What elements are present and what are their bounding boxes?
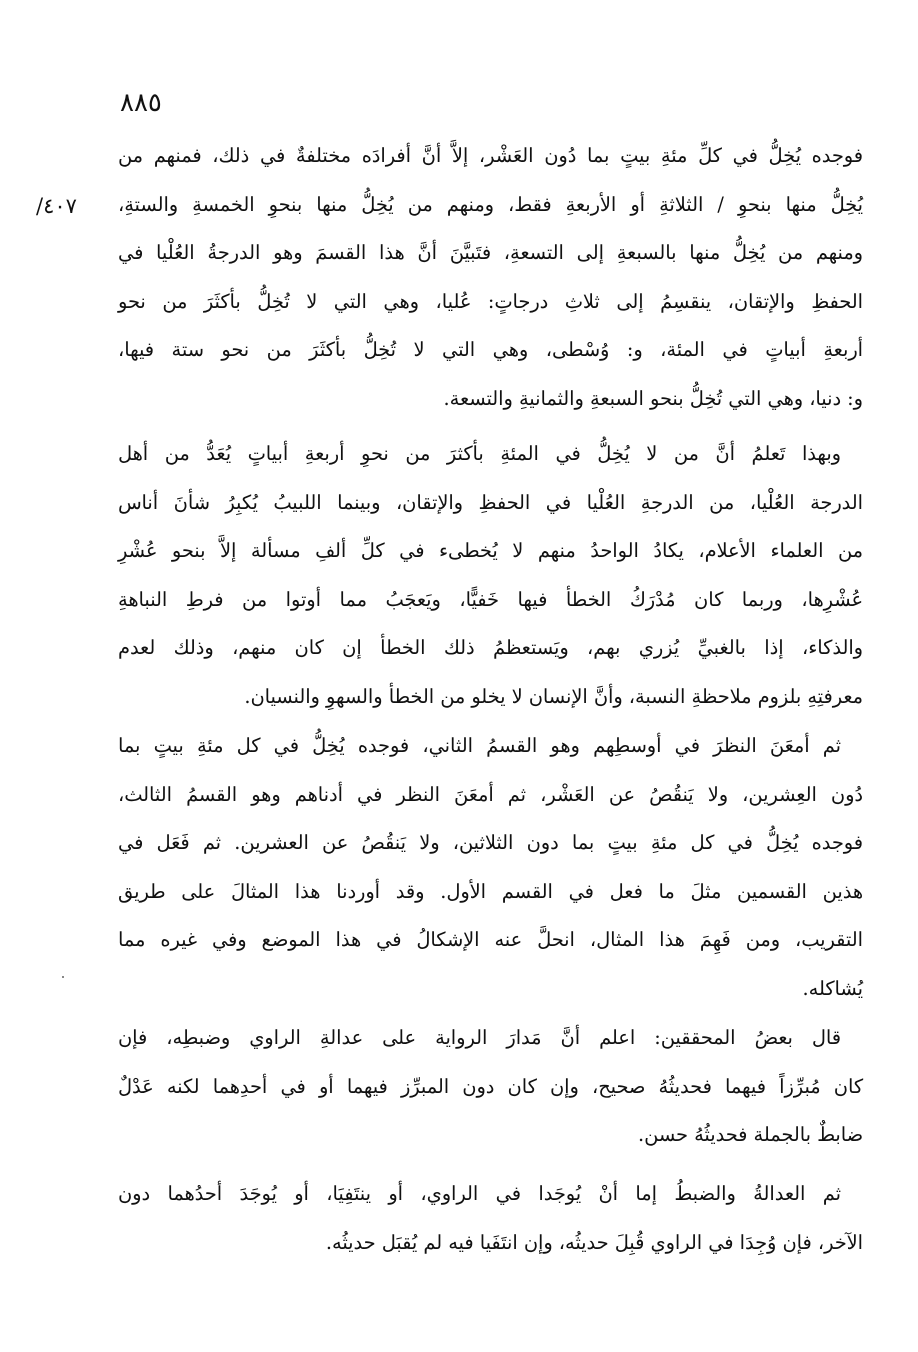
text-line: فوجده يُخِلُّ في كل مئةِ بيتٍ بما دون الثلاثين، ولا يَنقُصُ عن العشرين. ثم فَعَل في (118, 831, 863, 854)
text-line: عُشْرِها، وربما كان مُدْرَكُ الخطأ فيها خَفيًّا، ويَعجَبُ مما أوتوا من فرطِ النباهةِ (118, 587, 863, 611)
paragraph-3 (118, 722, 863, 1013)
text-line: ثم أمعَنَ النظرَ في أوسطِهم وهو القسمُ الثاني، فوجده يُخِلُّ في كل مئةِ بيتٍ بما (118, 734, 841, 757)
text-line: قال بعضُ المحققين: اعلم أنَّ مَدارَ الرواية على عدالةِ الراوي وضبطِه، فإن (118, 1026, 841, 1049)
text-line: هذين القسمين مثلَ ما فعل في القسم الأول. وقد أوردنا هذا المثالَ على طريق (118, 879, 863, 903)
text-line: الحفظِ والإتقان، ينقسِمُ إلى ثلاثِ درجاتٍ: عُليا، وهي التي لا تُخِلُّ بأكثَرَ من نحو (118, 289, 863, 313)
paragraph-1 (118, 132, 863, 423)
margin-page-reference: ٤٠٧/ (36, 194, 77, 218)
text-line: و: دنيا، وهي التي تُخِلُّ بنحو السبعةِ والثمانيةِ والتسعة. (443, 386, 863, 410)
text-line: والذكاء، إذا بالغبيِّ يُزري بهم، ويَستعظمُ ذلك الخطأ إن كان منهم، وذلك لعدم (118, 636, 863, 659)
text-line: معرفتِهِ بلزوم ملاحظةِ النسبة، وأنَّ الإنسان لا يخلو من الخطأ والسهوِ والنسيان. (244, 684, 863, 708)
text-line: الآخر، فإن وُجِدَا في الراوي قُبِلَ حديثُه، وإن انتَفَيا فيه لم يُقبَل حديثُه. (325, 1230, 863, 1254)
text-line: يُخِلُّ منها بنحوِ / الثلاثةِ أو الأربعةِ فقط، ومنهم من يُخِلُّ منها بنحوِ الخمسةِ والستةِ، (118, 192, 863, 216)
text-line: أربعةِ أبياتٍ في المئة، و: وُسْطى، وهي التي لا تُخِلُّ بأكثَرَ من نحو ستة فيها، (118, 338, 863, 361)
page-number: ٨٨٥ (120, 88, 162, 118)
text-line: وبهذا تَعلمُ أنَّ من لا يُخِلُّ في المئةِ بأكثرَ من نحوِ أربعةِ أبياتٍ يُعَدُّ من أهل (118, 442, 841, 465)
margin-mark (62, 976, 64, 978)
text-line: ثم العدالةُ والضبطُ إما أنْ يُوجَدا في الراوي، أو ينتَفِيَا، أو يُوجَدَ أحدُهما دون (118, 1182, 841, 1205)
text-line: ومنهم من يُخِلُّ منها بالسبعةِ إلى التسعةِ، فتَبيَّنَ أنَّ هذا القسمَ وهو الدرجةُ العُلْيا في (118, 241, 863, 264)
text-line: يُشاكله. (802, 976, 863, 1000)
text-line: التقريب، ومن فَهِمَ هذا المثال، انحلَّ عنه الإشكالُ في هذا الموضع وفي غيره مما (118, 928, 863, 951)
text-line: فوجده يُخِلُّ في كلِّ مئةِ بيتٍ بما دُون العَشْر، إلاَّ أنَّ أفرادَه مختلفةٌ في ذلك، فمنهم من (118, 144, 863, 167)
paragraph-5 (118, 1170, 863, 1267)
text-line: الدرجة العُلْيا، من الدرجةِ العُلْيا في الحفظِ والإتقان، وبينما اللبيبُ يُكبِرُ شأنَ أناس (118, 490, 863, 514)
text-line: دُون العِشرين، ولا يَنقُصُ عن العَشْر، ثم أمعَنَ النظر في أدناهم وهو القسمُ الثالث، (118, 782, 863, 806)
text-line: كان مُبرِّزاً فيهما فحديثُهُ صحيح، وإن كان دون المبرِّز فيهما أو في أحدِهما لكنه عَدْلٌ (118, 1074, 863, 1098)
paragraph-2 (118, 430, 863, 721)
text-line: من العلماء الأعلام، يكادُ الواحدُ منهم لا يُخطىء في كلِّ ألفِ مسألة إلاَّ بنحو عُشْرِ (118, 539, 863, 562)
paragraph-4 (118, 1014, 863, 1160)
text-line: ضابطٌ بالجملة فحديثُهُ حسن. (638, 1123, 863, 1146)
